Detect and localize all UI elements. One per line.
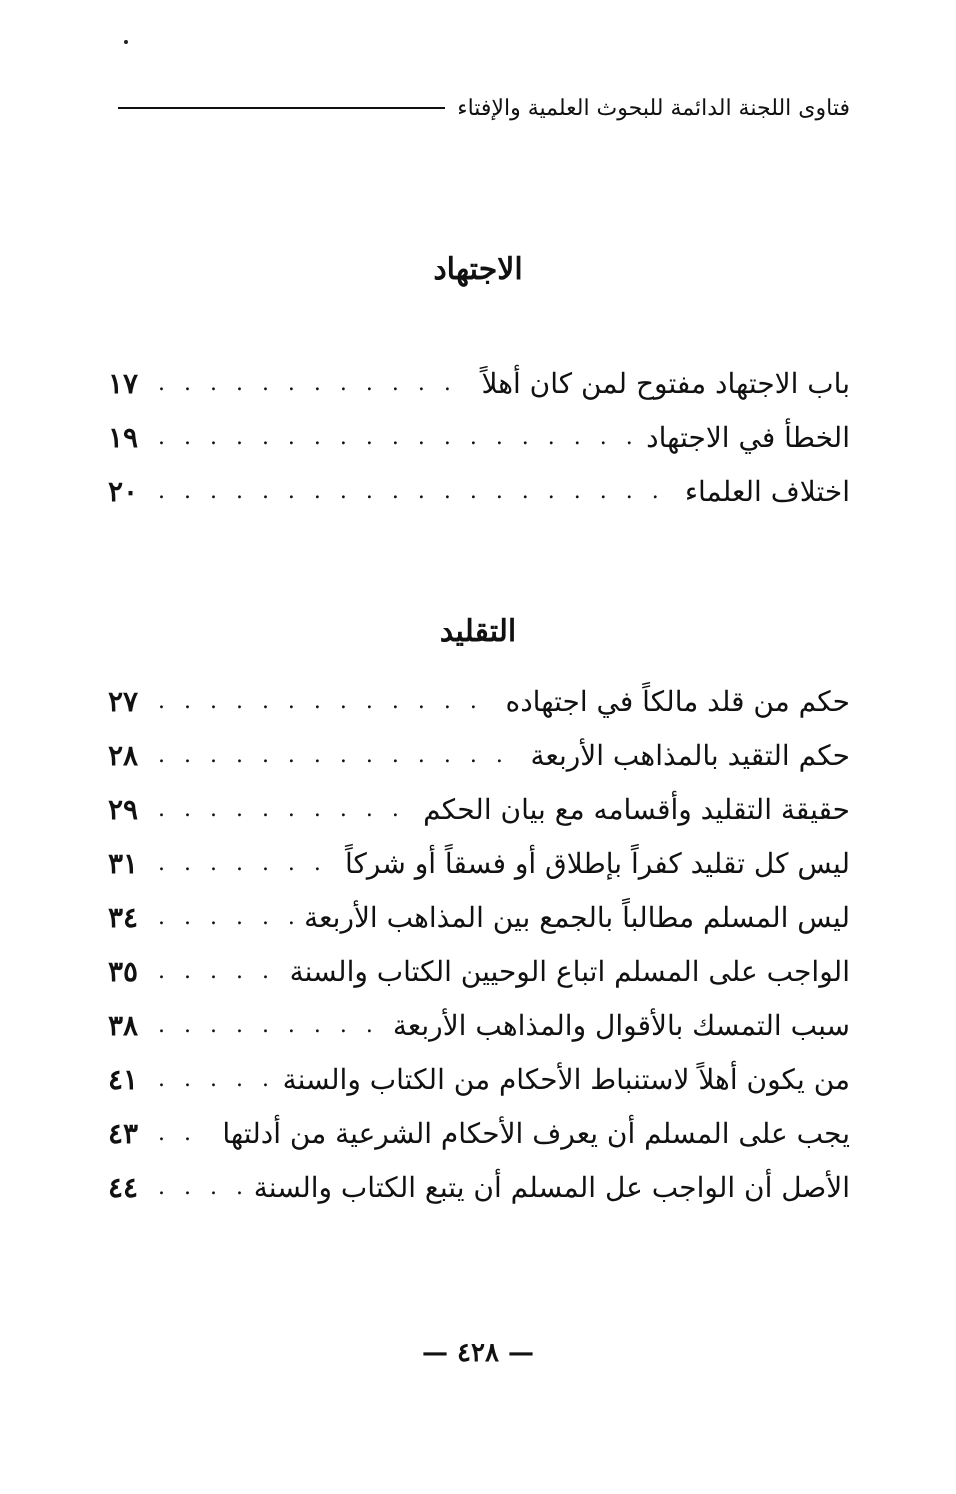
toc-entry-title: من يكون أهلاً لاستنباط الأحكام من الكتاب والسنة bbox=[282, 1062, 850, 1096]
toc-entry-title: حكم من قلد مالكاً في اجتهاده bbox=[505, 684, 850, 718]
section-title-taqlid: التقليد bbox=[439, 614, 517, 649]
dot-leader bbox=[158, 905, 294, 930]
dot-leader bbox=[158, 425, 636, 450]
toc-entry bbox=[108, 998, 850, 1052]
toc-entry bbox=[108, 464, 850, 518]
toc-list-taqlid bbox=[108, 674, 850, 1214]
toc-entry-title: اختلاف العلماء bbox=[684, 474, 850, 508]
toc-entry-page: ٤٣ bbox=[108, 1116, 139, 1150]
toc-entry-title: الواجب على المسلم اتباع الوحيين الكتاب والسنة bbox=[289, 954, 850, 988]
toc-entry-title: حقيقة التقليد وأقسامه مع بيان الحكم bbox=[423, 792, 850, 826]
dot-leader bbox=[158, 371, 472, 396]
dot-leader bbox=[158, 851, 335, 876]
toc-entry bbox=[108, 1160, 850, 1214]
toc-entry bbox=[108, 890, 850, 944]
toc-entry-page: ٤٤ bbox=[108, 1170, 139, 1204]
toc-entry-page: ٢٨ bbox=[108, 738, 139, 772]
toc-entry-page: ٣٥ bbox=[108, 954, 139, 988]
toc-entry-title: ليس المسلم مطالباً بالجمع بين المذاهب الأربعة bbox=[304, 900, 850, 934]
header-rule bbox=[118, 107, 445, 109]
toc-entry bbox=[108, 674, 850, 728]
running-header bbox=[118, 88, 850, 128]
toc-entry bbox=[108, 728, 850, 782]
dot-leader bbox=[158, 743, 520, 768]
toc-entry bbox=[108, 782, 850, 836]
toc-entry-page: ١٩ bbox=[108, 420, 139, 454]
scan-speck bbox=[124, 40, 128, 44]
toc-entry-title: يجب على المسلم أن يعرف الأحكام الشرعية من أدلتها bbox=[222, 1116, 850, 1150]
toc-entry-page: ٢٩ bbox=[108, 792, 139, 826]
toc-entry bbox=[108, 410, 850, 464]
toc-entry-title: الخطأ في الاجتهاد bbox=[646, 420, 850, 454]
toc-entry-title: باب الاجتهاد مفتوح لمن كان أهلاً bbox=[481, 366, 850, 400]
dot-leader bbox=[158, 1013, 383, 1038]
toc-entry-page: ٤١ bbox=[108, 1062, 139, 1096]
toc-entry-page: ٣١ bbox=[108, 846, 139, 880]
dot-leader bbox=[158, 1067, 273, 1092]
toc-entry bbox=[108, 1052, 850, 1106]
toc-entry bbox=[108, 1106, 850, 1160]
toc-entry-title: ليس كل تقليد كفراً بإطلاق أو فسقاً أو شركاً bbox=[345, 846, 850, 880]
dot-leader bbox=[158, 1121, 212, 1146]
toc-entry-page: ٣٤ bbox=[108, 900, 139, 934]
toc-entry-page: ٢٠ bbox=[108, 474, 139, 508]
toc-entry-page: ١٧ bbox=[108, 366, 139, 400]
page-number: — ٤٢٨ — bbox=[421, 1338, 535, 1368]
section-title-ijtihad: الاجتهاد bbox=[433, 252, 523, 287]
toc-entry-page: ٣٨ bbox=[108, 1008, 139, 1042]
toc-list-ijtihad bbox=[108, 356, 850, 518]
dot-leader bbox=[158, 479, 675, 504]
dot-leader bbox=[158, 1175, 244, 1200]
toc-entry bbox=[108, 836, 850, 890]
dot-leader bbox=[158, 959, 280, 984]
dot-leader bbox=[158, 689, 496, 714]
toc-entry-page: ٢٧ bbox=[108, 684, 139, 718]
running-title: فتاوى اللجنة الدائمة للبحوث العلمية والإفتاء bbox=[457, 95, 850, 121]
toc-entry-title: الأصل أن الواجب عل المسلم أن يتبع الكتاب والسنة bbox=[253, 1170, 850, 1204]
toc-entry bbox=[108, 944, 850, 998]
toc-entry-title: حكم التقيد بالمذاهب الأربعة bbox=[530, 738, 850, 772]
toc-entry bbox=[108, 356, 850, 410]
dot-leader bbox=[158, 797, 413, 822]
toc-entry-title: سبب التمسك بالأقوال والمذاهب الأربعة bbox=[392, 1008, 850, 1042]
